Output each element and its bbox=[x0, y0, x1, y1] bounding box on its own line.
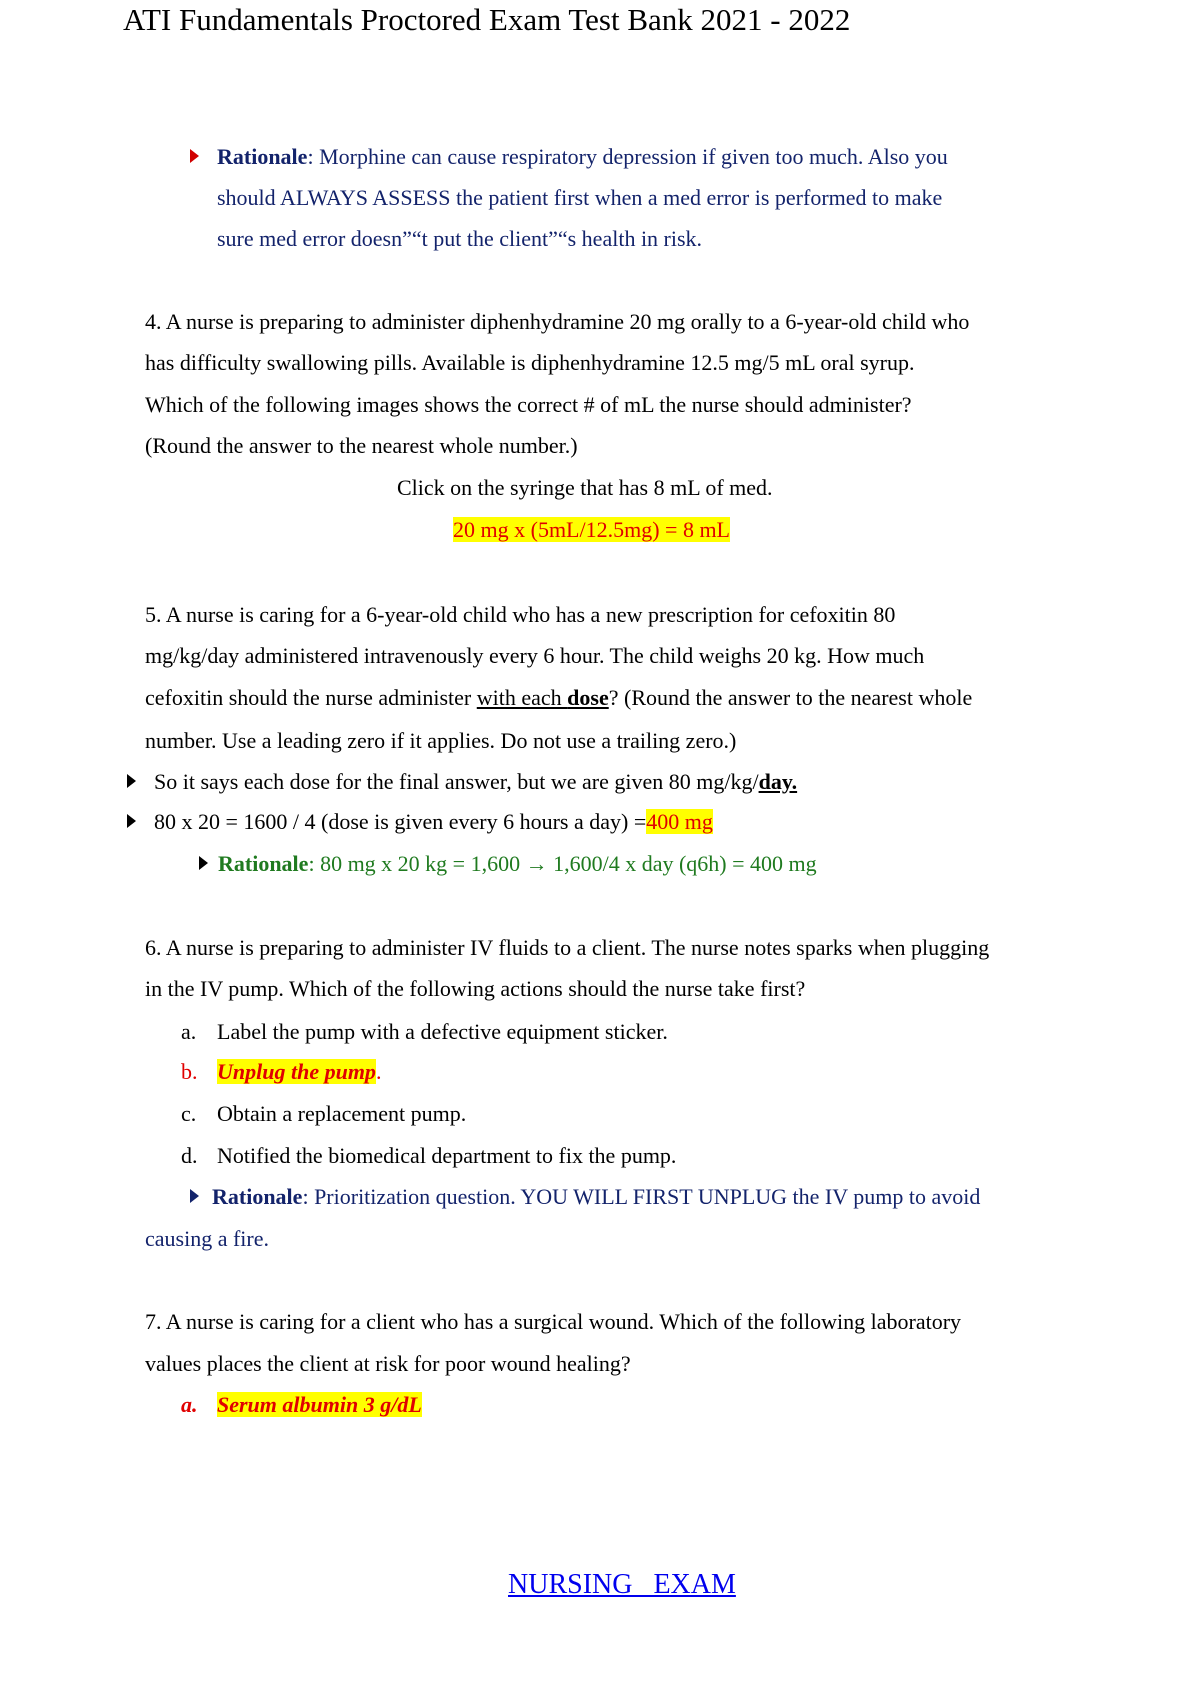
q6-rationale-line2: causing a fire. bbox=[145, 1226, 269, 1251]
q3-rationale-line1 bbox=[217, 142, 948, 172]
q6-option-d-text: Notified the biomedical department to fix the pump. bbox=[217, 1143, 677, 1168]
option-letter: d. bbox=[181, 1143, 198, 1168]
q7-option-a-text bbox=[217, 1390, 422, 1420]
rationale-label: Rationale bbox=[217, 144, 308, 169]
q3-rationale-line2: should ALWAYS ASSESS the patient first when a med error is performed to make bbox=[217, 185, 943, 210]
q5-line3 bbox=[145, 683, 972, 713]
q6-option-b-text bbox=[217, 1057, 381, 1087]
q5-line3-part: cefoxitin should the nurse administer bbox=[145, 685, 477, 710]
q7-line2: values places the client at risk for poor wound healing? bbox=[145, 1351, 631, 1376]
q6-option-a-text: Label the pump with a defective equipment sticker. bbox=[217, 1019, 668, 1044]
q4-line2: has difficulty swallowing pills. Available is diphenhydramine 12.5 mg/5 mL oral syrup. bbox=[145, 350, 915, 375]
q7-line1: 7. A nurse is caring for a client who has a surgical wound. Which of the following laboratory bbox=[145, 1309, 962, 1334]
q5-bullet2-answer: 400 mg bbox=[646, 809, 713, 834]
q5-line1: 5. A nurse is caring for a 6-year-old child who has a new prescription for cefoxitin 80 bbox=[145, 602, 896, 627]
q6-line2: in the IV pump. Which of the following actions should the nurse take first? bbox=[145, 976, 806, 1001]
bullet-arrow-icon bbox=[127, 814, 136, 828]
q6-rationale-line1 bbox=[212, 1182, 980, 1212]
nursing-exam-link[interactable]: NURSING EXAM bbox=[508, 1569, 736, 1600]
rationale-label: Rationale bbox=[212, 1184, 303, 1209]
q6-option-c bbox=[181, 1099, 196, 1129]
bullet-arrow-icon bbox=[190, 1189, 199, 1203]
rationale-text: : Prioritization question. YOU WILL FIRST UNPLUG the IV pump to avoid bbox=[302, 1184, 981, 1209]
option-suffix: . bbox=[375, 1059, 382, 1084]
q5-line3-dose: dose bbox=[567, 685, 609, 710]
option-letter: c. bbox=[181, 1101, 197, 1126]
page-header-title: ATI Fundamentals Proctored Exam Test Bank 2021 - 2022 bbox=[123, 2, 851, 37]
bullet-arrow-icon bbox=[199, 856, 208, 870]
q4-line4: (Round the answer to the nearest whole number.) bbox=[145, 433, 578, 458]
q7-option-a: a. bbox=[181, 1392, 198, 1417]
q6-option-a bbox=[181, 1017, 196, 1047]
q4-answer bbox=[453, 515, 730, 545]
q5-bullet2 bbox=[154, 807, 713, 837]
option-letter: b. bbox=[181, 1059, 198, 1084]
q4-answer-text: 20 mg x (5mL/12.5mg) = 8 mL bbox=[453, 517, 730, 542]
q5-rationale bbox=[218, 849, 817, 879]
q5-bullet1-day: day. bbox=[758, 769, 798, 794]
q6-option-c-text: Obtain a replacement pump. bbox=[217, 1101, 467, 1126]
correct-answer: Unplug the pump bbox=[217, 1059, 376, 1084]
q5-line3-rest: ? (Round the answer to the nearest whole bbox=[608, 685, 973, 710]
rationale-text: : 80 mg x 20 kg = 1,600 → 1,600/4 x day (q6h) = 400 mg bbox=[308, 851, 817, 876]
q4-line1: 4. A nurse is preparing to administer diphenhydramine 20 mg orally to a 6-year-old child who bbox=[145, 309, 970, 334]
bullet-arrow-icon bbox=[190, 149, 199, 163]
q5-bullet2-text: 80 x 20 = 1600 / 4 (dose is given every 6 hours a day) = bbox=[154, 809, 647, 834]
q5-bullet1-text: So it says each dose for the final answer, but we are given 80 mg/kg/ bbox=[154, 769, 759, 794]
q5-line4: number. Use a leading zero if it applies. Do not use a trailing zero.) bbox=[145, 728, 737, 753]
q3-rationale-line3: sure med error doesn”“t put the client”“s health in risk. bbox=[217, 226, 703, 251]
q6-option-b bbox=[181, 1057, 198, 1087]
q4-line3: Which of the following images shows the correct # of mL the nurse should administer? bbox=[145, 392, 912, 417]
q5-line3-underlined: with each bbox=[476, 685, 568, 710]
q5-line2: mg/kg/day administered intravenously every 6 hour. The child weighs 20 kg. How much bbox=[145, 643, 925, 668]
rationale-label: Rationale bbox=[218, 851, 309, 876]
option-letter: a. bbox=[181, 1019, 197, 1044]
rationale-text: : Morphine can cause respiratory depression if given too much. Also you bbox=[307, 144, 948, 169]
q6-line1: 6. A nurse is preparing to administer IV fluids to a client. The nurse notes sparks when plugging bbox=[145, 935, 990, 960]
bullet-arrow-icon bbox=[127, 774, 136, 788]
q6-option-d bbox=[181, 1141, 198, 1171]
correct-answer: Serum albumin 3 g/dL bbox=[217, 1392, 422, 1417]
q5-bullet1 bbox=[154, 767, 797, 797]
q4-instruction: Click on the syringe that has 8 mL of med. bbox=[397, 475, 773, 500]
